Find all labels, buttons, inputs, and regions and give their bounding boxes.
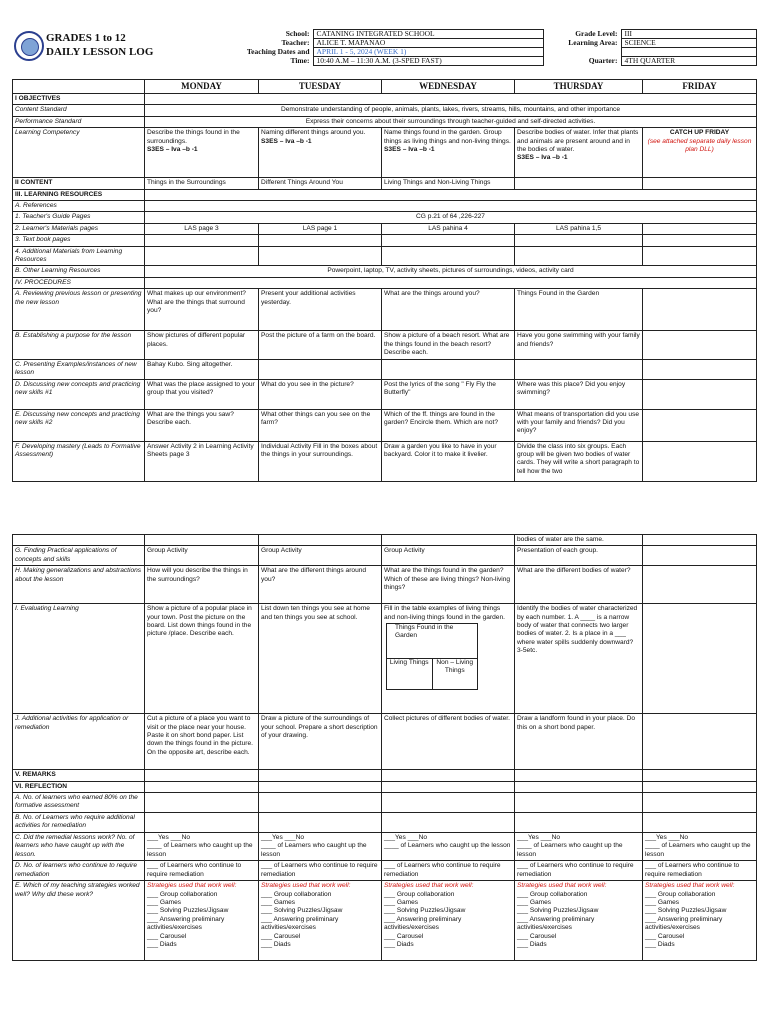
competency-tuesday: Naming different things around you. S3ES – Iva –b -1 bbox=[259, 128, 382, 178]
reflection-c-wednesday: ___Yes ___No ____ of Learners who caught up the lesson bbox=[382, 833, 515, 861]
content-standard-label: Content Standard bbox=[13, 105, 145, 116]
textbook-label: 3. Text book pages bbox=[13, 235, 145, 246]
references-label: A. References bbox=[13, 201, 145, 212]
day-tuesday: TUESDAY bbox=[259, 80, 382, 94]
remarks-label: V. REMARKS bbox=[13, 770, 145, 781]
additional-materials-label: 4. Additional Materials from Learning Resources bbox=[13, 246, 145, 266]
proc-h-wednesday: What are the things found in the garden? Which of these are living things? Non-living things? bbox=[382, 566, 515, 604]
living-table-head: Things Found in the Garden bbox=[387, 624, 478, 659]
reflection-d-monday: ___ of Learners who continue to require remediation bbox=[145, 861, 259, 881]
content-monday: Things in the Surroundings bbox=[145, 178, 259, 189]
title-dll: DAILY LESSON LOG bbox=[46, 46, 154, 58]
proc-j-monday: Cut a picture of a place you want to visit or the place near your house. Paste it on short bond paper. List down the things found in the picture. On the opposite art, describe each. bbox=[145, 714, 259, 770]
day-monday: MONDAY bbox=[145, 80, 259, 94]
reflection-c-friday: ___Yes ___No ____ of Learners who caught up the lesson bbox=[643, 833, 757, 861]
deped-seal-logo bbox=[14, 31, 44, 61]
area-value: SCIENCE bbox=[621, 39, 756, 48]
performance-standard-label: Performance Standard bbox=[13, 116, 145, 127]
form-title bbox=[46, 31, 153, 59]
reflection-d-wednesday: ___ of Learners who continue to require remediation bbox=[382, 861, 515, 881]
competency-label: Learning Competency bbox=[13, 128, 145, 178]
time-value: 10:40 A.M – 11:30 A.M. (3-SPED FAST) bbox=[313, 57, 543, 66]
proc-d-thursday: Where was this place? Did you enjoy swimming? bbox=[515, 379, 643, 409]
teacher-label: Teacher: bbox=[281, 38, 310, 47]
reflection-c-monday: ___Yes ___No ____ of Learners who caught up the lesson bbox=[145, 833, 259, 861]
proc-f-tuesday: Individual Activity Fill in the boxes about the things in your surroundings. bbox=[259, 441, 382, 481]
proc-i-tuesday: List down ten things you see at home and ten things you see at school. bbox=[259, 604, 382, 714]
lm-thursday: LAS pahina 1,5 bbox=[515, 223, 643, 234]
proc-h-tuesday: What are the different things around you? bbox=[259, 566, 382, 604]
proc-d-tuesday: What do you see in the picture? bbox=[259, 379, 382, 409]
proc-i-label: I. Evaluating Learning bbox=[13, 604, 145, 714]
proc-d-label: D. Discussing new concepts and practicing new skills #1 bbox=[13, 379, 145, 409]
content-wednesday: Living Things and Non-Living Things bbox=[382, 178, 515, 189]
proc-a-wednesday: What are the things around you? bbox=[382, 289, 515, 331]
competency-monday: Describe the things found in the surroundings. S3ES – Iva –b -1 bbox=[145, 128, 259, 178]
lm-monday: LAS page 3 bbox=[145, 223, 259, 234]
proc-a-thursday: Things Found in the Garden bbox=[515, 289, 643, 331]
reflection-c-thursday: ___Yes ___No ____ of Learners who caught up the lesson bbox=[515, 833, 643, 861]
proc-g-thursday: Presentation of each group. bbox=[515, 546, 643, 566]
dates-value: APRIL 1 - 5, 2024 (WEEK 1) bbox=[313, 48, 543, 57]
proc-a-tuesday: Present your additional activities yesterday. bbox=[259, 289, 382, 331]
strategies-friday: Strategies used that work well: ___ Group collaboration ___ Games ___ Solving Puzzles/Jigsaw ___ Answering preliminary activities/exercises ___ Carousel ___ Diads bbox=[643, 881, 757, 961]
living-things-col: Living Things bbox=[387, 659, 433, 690]
other-resources-label: B. Other Learning Resources bbox=[13, 266, 145, 277]
proc-j-wednesday: Collect pictures of different bodies of water. bbox=[382, 714, 515, 770]
proc-i-monday: Show a picture of a popular place in your town. Post the picture on the board. List down things found in the picture /place. Describe each. bbox=[145, 604, 259, 714]
lm-wednesday: LAS pahina 4 bbox=[382, 223, 515, 234]
reflection-d-thursday: ___ of Learners who continue to require remediation bbox=[515, 861, 643, 881]
proc-g-monday: Group Activity bbox=[145, 546, 259, 566]
grade-value: III bbox=[621, 30, 756, 39]
tg-label: 1. Teacher's Guide Pages bbox=[13, 212, 145, 223]
school-value: CATANING INTEGRATED SCHOOL bbox=[313, 30, 543, 39]
proc-a-monday: What makes up our environment? What are the things that surround you? bbox=[145, 289, 259, 331]
seal-emblem-icon bbox=[21, 38, 39, 56]
proc-f-wednesday: Draw a garden you like to have in your backyard. Color it to make it livelier. bbox=[382, 441, 515, 481]
competency-wednesday: Name things found in the garden. Group things as living things and non-living things. S3ES – Iva –b -1 bbox=[382, 128, 515, 178]
reflection-e-label: E. Which of my teaching strategies worked well? Why did these work? bbox=[13, 881, 145, 961]
proc-c-monday: Bahay Kubo. Sing altogether. bbox=[145, 359, 259, 379]
quarter-value: 4TH QUARTER bbox=[621, 57, 756, 66]
quarter-label: Quarter: bbox=[588, 56, 618, 65]
proc-b-label: B. Establishing a purpose for the lesson bbox=[13, 331, 145, 359]
proc-j-label: J. Additional activities for application or remediation bbox=[13, 714, 145, 770]
proc-j-thursday: Draw a landform found in your place. Do this on a short bond paper. bbox=[515, 714, 643, 770]
lm-tuesday: LAS page 1 bbox=[259, 223, 382, 234]
day-thursday: THURSDAY bbox=[515, 80, 643, 94]
lesson-table-page2 bbox=[12, 534, 756, 961]
competency-thursday: Describe bodies of water. Infer that plants and animals are present around and in the bodies of water. S3ES – Iva –b -1 bbox=[515, 128, 643, 178]
proc-g-label: G. Finding Practical applications of concepts and skills bbox=[13, 546, 145, 566]
reflection-label: VI. REFLECTION bbox=[13, 781, 145, 792]
reflection-c-label: C. Did the remedial lessons work? No. of learners who have caught up with the lesson. bbox=[13, 833, 145, 861]
proc-h-monday: How will you describe the things in the surroundings? bbox=[145, 566, 259, 604]
proc-d-monday: What was the place assigned to your group that you visited? bbox=[145, 379, 259, 409]
proc-b-tuesday: Post the picture of a farm on the board. bbox=[259, 331, 382, 359]
reflection-d-tuesday: ___ of Learners who continue to require remediation bbox=[259, 861, 382, 881]
proc-c-label: C. Presenting Examples/instances of new lesson bbox=[13, 359, 145, 379]
area-label: Learning Area: bbox=[568, 38, 618, 47]
objectives-label: I OBJECTIVES bbox=[13, 94, 145, 105]
performance-standard: Express their concerns about their surroundings through teacher-guided and self-directed activities. bbox=[145, 116, 757, 127]
lesson-table-page1 bbox=[12, 79, 756, 482]
nonliving-things-col: Non – Living Things bbox=[432, 659, 478, 690]
proc-e-thursday: What means of transportation did you use with your family and friends? Did you enjoy? bbox=[515, 409, 643, 441]
catch-up-friday: CATCH UP FRIDAY (see attached separate daily lesson plan DLL) bbox=[643, 128, 757, 178]
proc-e-label: E. Discussing new concepts and practicing new skills #2 bbox=[13, 409, 145, 441]
proc-i-wednesday: Fill in the table examples of living things and non-living things found in the garden. Things Found in the Garden Living Things Non – Living Things bbox=[382, 604, 515, 714]
school-label: School: bbox=[285, 29, 310, 38]
proc-h-thursday: What are the different bodies of water? bbox=[515, 566, 643, 604]
day-header-row bbox=[13, 80, 757, 94]
living-things-table bbox=[386, 623, 478, 690]
reflection-d-row bbox=[13, 861, 757, 881]
content-label: II CONTENT bbox=[13, 178, 145, 189]
proc-f-thursday-cont: bodies of water are the same. bbox=[515, 535, 643, 546]
reflection-c-row bbox=[13, 833, 757, 861]
proc-g-tuesday: Group Activity bbox=[259, 546, 382, 566]
teacher-value: ALICE T. MAPANAO bbox=[313, 39, 543, 48]
reflection-c-tuesday: ___Yes ___No ____ of Learners who caught up the lesson bbox=[259, 833, 382, 861]
title-grades: GRADES 1 to 12 bbox=[46, 32, 126, 44]
procedures-label: IV. PROCEDURES bbox=[13, 277, 145, 288]
proc-b-monday: Show pictures of different popular places. bbox=[145, 331, 259, 359]
content-tuesday: Different Things Around You bbox=[259, 178, 382, 189]
time-label: Time: bbox=[290, 56, 310, 65]
proc-b-wednesday: Show a picture of a beach resort. What are the things found in the beach resort? Describe each. bbox=[382, 331, 515, 359]
header-info-table bbox=[208, 29, 757, 66]
proc-b-thursday: Have you gone swimming with your family and friends? bbox=[515, 331, 643, 359]
proc-e-monday: What are the things you saw? Describe each. bbox=[145, 409, 259, 441]
proc-f-monday: Answer Activity 2 in Learning Activity Sheets page 3 bbox=[145, 441, 259, 481]
reflection-d-label: D. No. of learners who continue to require remediation bbox=[13, 861, 145, 881]
day-wednesday: WEDNESDAY bbox=[382, 80, 515, 94]
dates-label: Teaching Dates and bbox=[246, 47, 310, 56]
content-standard: Demonstrate understanding of people, animals, plants, lakes, rivers, streams, hills, mountains, and other importance bbox=[145, 105, 757, 116]
strategies-monday: Strategies used that work well: ___ Group collaboration ___ Games ___ Solving Puzzles/Jigsaw ___ Answering preliminary activities/exercises ___ Carousel ___ Diads bbox=[145, 881, 259, 961]
proc-h-label: H. Making generalizations and abstractions about the lesson bbox=[13, 566, 145, 604]
strategies-tuesday: Strategies used that work well: ___ Group collaboration ___ Games ___ Solving Puzzles/Jigsaw ___ Answering preliminary activities/exercises ___ Carousel ___ Diads bbox=[259, 881, 382, 961]
strategies-thursday: Strategies used that work well: ___ Group collaboration ___ Games ___ Solving Puzzles/Jigsaw ___ Answering preliminary activities/exercises ___ Carousel ___ Diads bbox=[515, 881, 643, 961]
other-resources: Powerpoint, laptop, TV, activity sheets, pictures of surroundings, videos, activity card bbox=[145, 266, 757, 277]
proc-a-label: A. Reviewing previous lesson or presenting the new lesson bbox=[13, 289, 145, 331]
proc-j-tuesday: Draw a picture of the surroundings of your school. Prepare a short description of your drawing. bbox=[259, 714, 382, 770]
proc-g-wednesday: Group Activity bbox=[382, 546, 515, 566]
day-friday: FRIDAY bbox=[643, 80, 757, 94]
tg-value: CG p.21 of 64 ,226-227 bbox=[145, 212, 757, 223]
reflection-b-label: B. No. of Learners who require additional activities for remediation bbox=[13, 813, 145, 833]
reflection-e-row bbox=[13, 881, 757, 961]
reflection-d-friday: ___ of Learners who continue to require remediation bbox=[643, 861, 757, 881]
proc-e-wednesday: Which of the ff. things are found in the garden? Encircle them. Which are not? bbox=[382, 409, 515, 441]
proc-f-label: F. Developing mastery (Leads to Formative Assessment) bbox=[13, 441, 145, 481]
resources-label: III. LEARNING RESOURCES bbox=[13, 189, 145, 200]
reflection-a-label: A. No. of learners who earned 80% on the formative assessment bbox=[13, 793, 145, 813]
lm-label: 2. Learner's Materials pages bbox=[13, 223, 145, 234]
proc-e-tuesday: What other things can you see on the farm? bbox=[259, 409, 382, 441]
proc-f-thursday: Divide the class into six groups. Each group will be given two bodies of water cards. They will write a short paragraph to tell how the two bbox=[515, 441, 643, 481]
strategies-wednesday: Strategies used that work well: ___ Group collaboration ___ Games ___ Solving Puzzles/Jigsaw ___ Answering preliminary activities/exercises ___ Carousel ___ Diads bbox=[382, 881, 515, 961]
header bbox=[12, 29, 756, 69]
grade-label: Grade Level: bbox=[575, 29, 618, 38]
proc-d-wednesday: Post the lyrics of the song " Fly Fly the Butterfly" bbox=[382, 379, 515, 409]
proc-i-thursday: Identify the bodies of water characterized by each number. 1. A ____ is a narrow body of water that connects two larger bodies of water. 2. Is a place in a ___ where water spills suddenly downward? 3-5etc. bbox=[515, 604, 643, 714]
